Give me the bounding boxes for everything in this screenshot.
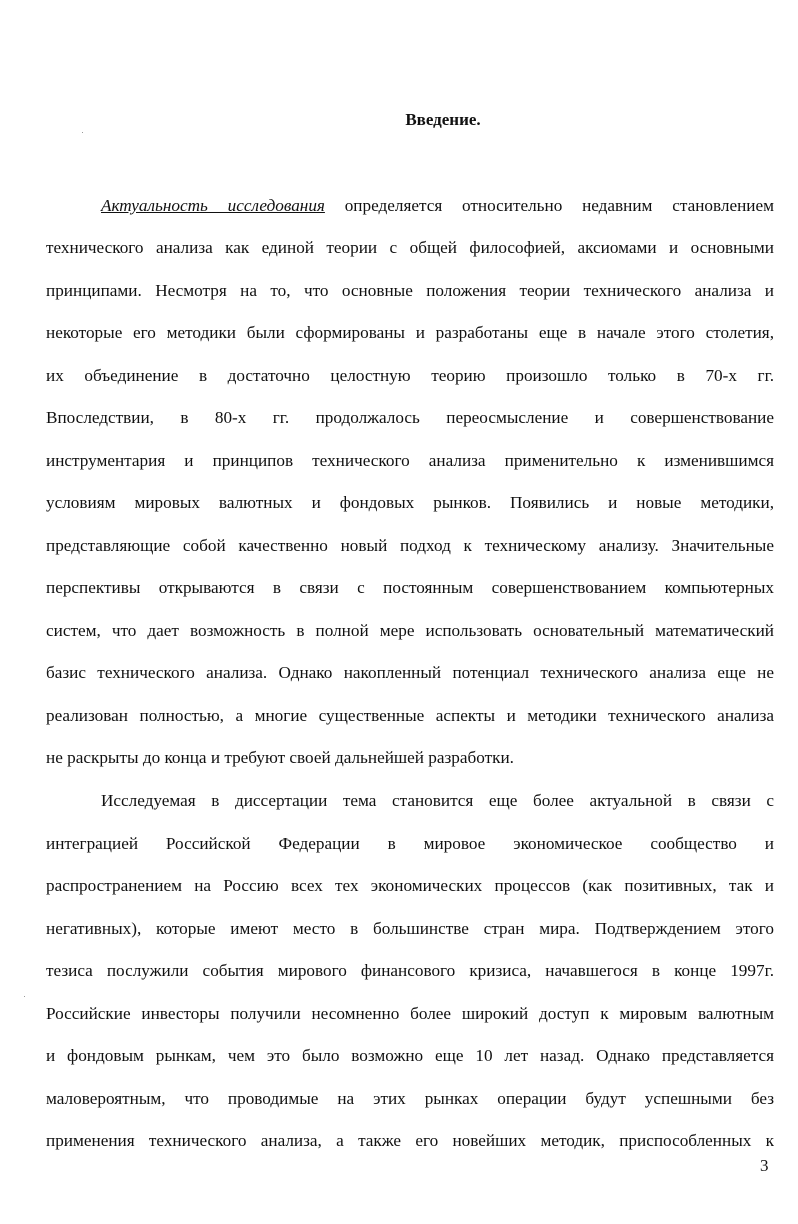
- page-number: 3: [760, 1156, 769, 1175]
- paragraph-line: инструментария и принципов технического анализа применительно к изменившимся: [46, 451, 774, 470]
- emphasis-term: Актуальность исследования: [101, 196, 325, 215]
- paragraph-line: условиям мировых валютных и фондовых рынков. Появились и новые методики,: [46, 493, 774, 512]
- paragraph-line: систем, что дает возможность в полной мере использовать основательный математический: [46, 621, 774, 640]
- paragraph-line: негативных), которые имеют место в большинстве стран мира. Подтверждением этого: [46, 919, 774, 938]
- paragraph-line: применения технического анализа, а также его новейших методик, приспособленных к: [46, 1131, 774, 1150]
- paragraph-line: перспективы открываются в связи с постоянным совершенствованием компьютерных: [46, 578, 774, 597]
- paragraph-line: базис технического анализа. Однако накопленный потенциал технического анализа еще не: [46, 663, 774, 682]
- paragraph-line: технического анализа как единой теории с общей философией, аксиомами и основными: [46, 238, 774, 257]
- paragraph-line: представляющие собой качественно новый подход к техническому анализу. Значительные: [46, 536, 774, 555]
- paragraph-line: не раскрыты до конца и требуют своей дальнейшей разработки.: [46, 748, 514, 767]
- paragraph-line: принципами. Несмотря на то, что основные положения теории технического анализа и: [46, 281, 774, 300]
- paragraph-line: и фондовым рынкам, чем это было возможно еще 10 лет назад. Однако представляется: [46, 1046, 774, 1065]
- scan-speck: [82, 132, 83, 133]
- paragraph-line: некоторые его методики были сформированы и разработаны еще в начале этого столетия,: [46, 323, 774, 342]
- paragraph-line: тезиса послужили события мирового финансового кризиса, начавшегося в конце 1997г.: [46, 961, 774, 980]
- section-title: Введение.: [405, 110, 481, 129]
- paragraph-line: их объединение в достаточно целостную теорию произошло только в 70-х гг.: [46, 366, 774, 385]
- paragraph-line: Исследуемая в диссертации тема становится еще более актуальной в связи с: [101, 791, 774, 810]
- paragraph-line: Впоследствии, в 80-х гг. продолжалось переосмысление и совершенствование: [46, 408, 774, 427]
- paragraph-line: распространением на Россию всех тех экономических процессов (как позитивных, так и: [46, 876, 774, 895]
- scan-speck: [24, 996, 25, 997]
- paragraph-line: интеграцией Российской Федерации в мировое экономическое сообщество и: [46, 834, 774, 853]
- paragraph-line: Актуальность исследования определяется относительно недавним становлением: [101, 196, 774, 215]
- paragraph-line: Российские инвесторы получили несомненно более широкий доступ к мировым валютным: [46, 1004, 774, 1023]
- paragraph-line: реализован полностью, а многие существенные аспекты и методики технического анализа: [46, 706, 774, 725]
- paragraph-line: маловероятным, что проводимые на этих рынках операции будут успешными без: [46, 1089, 774, 1108]
